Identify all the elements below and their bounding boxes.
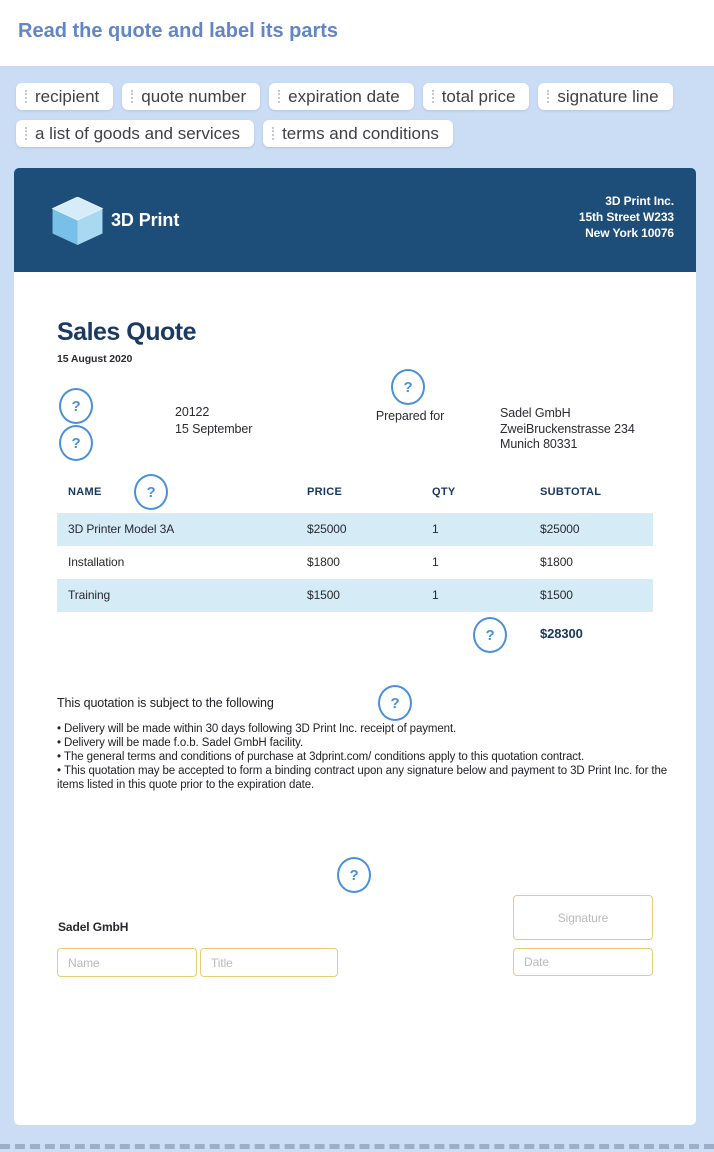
drag-chip-signature-line[interactable] (538, 83, 672, 110)
signature-field: Signature (513, 895, 653, 940)
total-amount: $28300 (540, 626, 583, 641)
page-title: Read the quote and label its parts (18, 20, 339, 42)
question-mark-icon: ? (71, 397, 81, 415)
drag-handle-icon (547, 90, 549, 103)
item-price: $1500 (307, 588, 340, 602)
column-header-qty: QTY (432, 486, 456, 498)
recipient-address (500, 406, 635, 453)
chip-label: a list of goods and services (35, 123, 241, 143)
drag-handle-icon (278, 90, 280, 103)
signature-customer-name: Sadel GmbH (58, 920, 129, 934)
document-date: 15 August 2020 (57, 353, 133, 365)
quote-number-block (175, 404, 252, 438)
drag-handle-icon (272, 127, 274, 140)
quote-number: 20122 (175, 405, 210, 419)
chip-label: total price (441, 86, 516, 106)
table-row (57, 513, 653, 546)
item-subtotal: $1800 (540, 555, 573, 569)
drag-chip-expiration-date[interactable] (269, 83, 414, 110)
item-price: $25000 (307, 522, 347, 536)
cube-logo-icon (51, 197, 104, 245)
item-qty: 1 (432, 522, 439, 536)
drag-chip-quote-number[interactable] (122, 83, 260, 110)
item-qty: 1 (432, 588, 439, 602)
address-line: 15th Street W233 (578, 210, 674, 224)
chip-label: expiration date (288, 86, 400, 106)
question-mark-icon: ? (349, 866, 359, 884)
item-name: Training (68, 588, 111, 602)
exercise-panel (0, 66, 714, 1152)
recipient-line: ZweiBruckenstrasse 234 (500, 421, 635, 436)
drop-target-recipient[interactable] (391, 369, 425, 405)
table-row (57, 579, 653, 612)
name-field: Name (57, 948, 197, 977)
drag-handle-icon (432, 90, 434, 103)
item-name: 3D Printer Model 3A (68, 522, 175, 536)
label-bank (16, 83, 698, 147)
item-subtotal: $25000 (540, 522, 580, 536)
drag-chip-goods-services[interactable] (16, 120, 254, 147)
column-header-price: PRICE (307, 486, 343, 498)
terms-item: • This quotation may be accepted to form a binding contract upon any signature below and payment to 3D Print Inc. for the items listed in this quote prior to the expiration date. (57, 764, 673, 792)
drag-chip-terms-conditions[interactable] (263, 120, 453, 147)
table-row (57, 546, 653, 579)
terms-item: • Delivery will be made within 30 days following 3D Print Inc. receipt of payment. (57, 722, 673, 736)
chip-label: terms and conditions (282, 123, 439, 143)
terms-list (57, 722, 673, 792)
column-header-subtotal: SUBTOTAL (540, 486, 602, 498)
date-field: Date (513, 948, 653, 976)
question-mark-icon: ? (485, 626, 495, 644)
question-mark-icon: ? (71, 434, 81, 452)
recipient-line: Sadel GmbH (500, 406, 571, 420)
chip-label: signature line (557, 86, 659, 106)
drag-handle-icon (25, 127, 27, 140)
document-header (14, 168, 696, 272)
document-title: Sales Quote (57, 318, 196, 346)
bottom-drop-zone-edge (0, 1144, 714, 1149)
terms-intro: This quotation is subject to the following (57, 696, 274, 710)
question-mark-icon: ? (390, 694, 400, 712)
address-line: New York 10076 (585, 226, 674, 240)
question-mark-icon: ? (146, 483, 156, 501)
company-address (579, 193, 674, 241)
recipient-line: Munich 80331 (500, 437, 578, 451)
drop-target-quote-number[interactable] (59, 388, 93, 424)
terms-item: • Delivery will be made f.o.b. Sadel GmbH facility. (57, 736, 673, 750)
drop-target-expiration-date[interactable] (59, 425, 93, 461)
column-header-name: NAME (68, 486, 102, 498)
quote-document (14, 168, 696, 1125)
prepared-for-label: Prepared for (375, 409, 445, 423)
title-field: Title (200, 948, 338, 977)
item-qty: 1 (432, 555, 439, 569)
question-mark-icon: ? (403, 378, 413, 396)
chip-label: recipient (35, 86, 100, 106)
terms-item: • The general terms and conditions of purchase at 3dprint.com/ conditions apply to this quotation contract. (57, 750, 673, 764)
address-line: 3D Print Inc. (605, 194, 674, 208)
drop-target-signature-line[interactable] (337, 857, 371, 893)
drop-target-terms[interactable] (378, 685, 412, 721)
drag-handle-icon (131, 90, 133, 103)
chip-label: quote number (141, 86, 247, 106)
company-name: 3D Print (111, 210, 180, 230)
item-price: $1800 (307, 555, 340, 569)
drag-chip-total-price[interactable] (423, 83, 530, 110)
page-header (0, 0, 714, 66)
expiration-date: 15 September (175, 422, 253, 436)
item-subtotal: $1500 (540, 588, 573, 602)
drag-handle-icon (25, 90, 27, 103)
item-name: Installation (68, 555, 125, 569)
drag-chip-recipient[interactable] (16, 83, 113, 110)
